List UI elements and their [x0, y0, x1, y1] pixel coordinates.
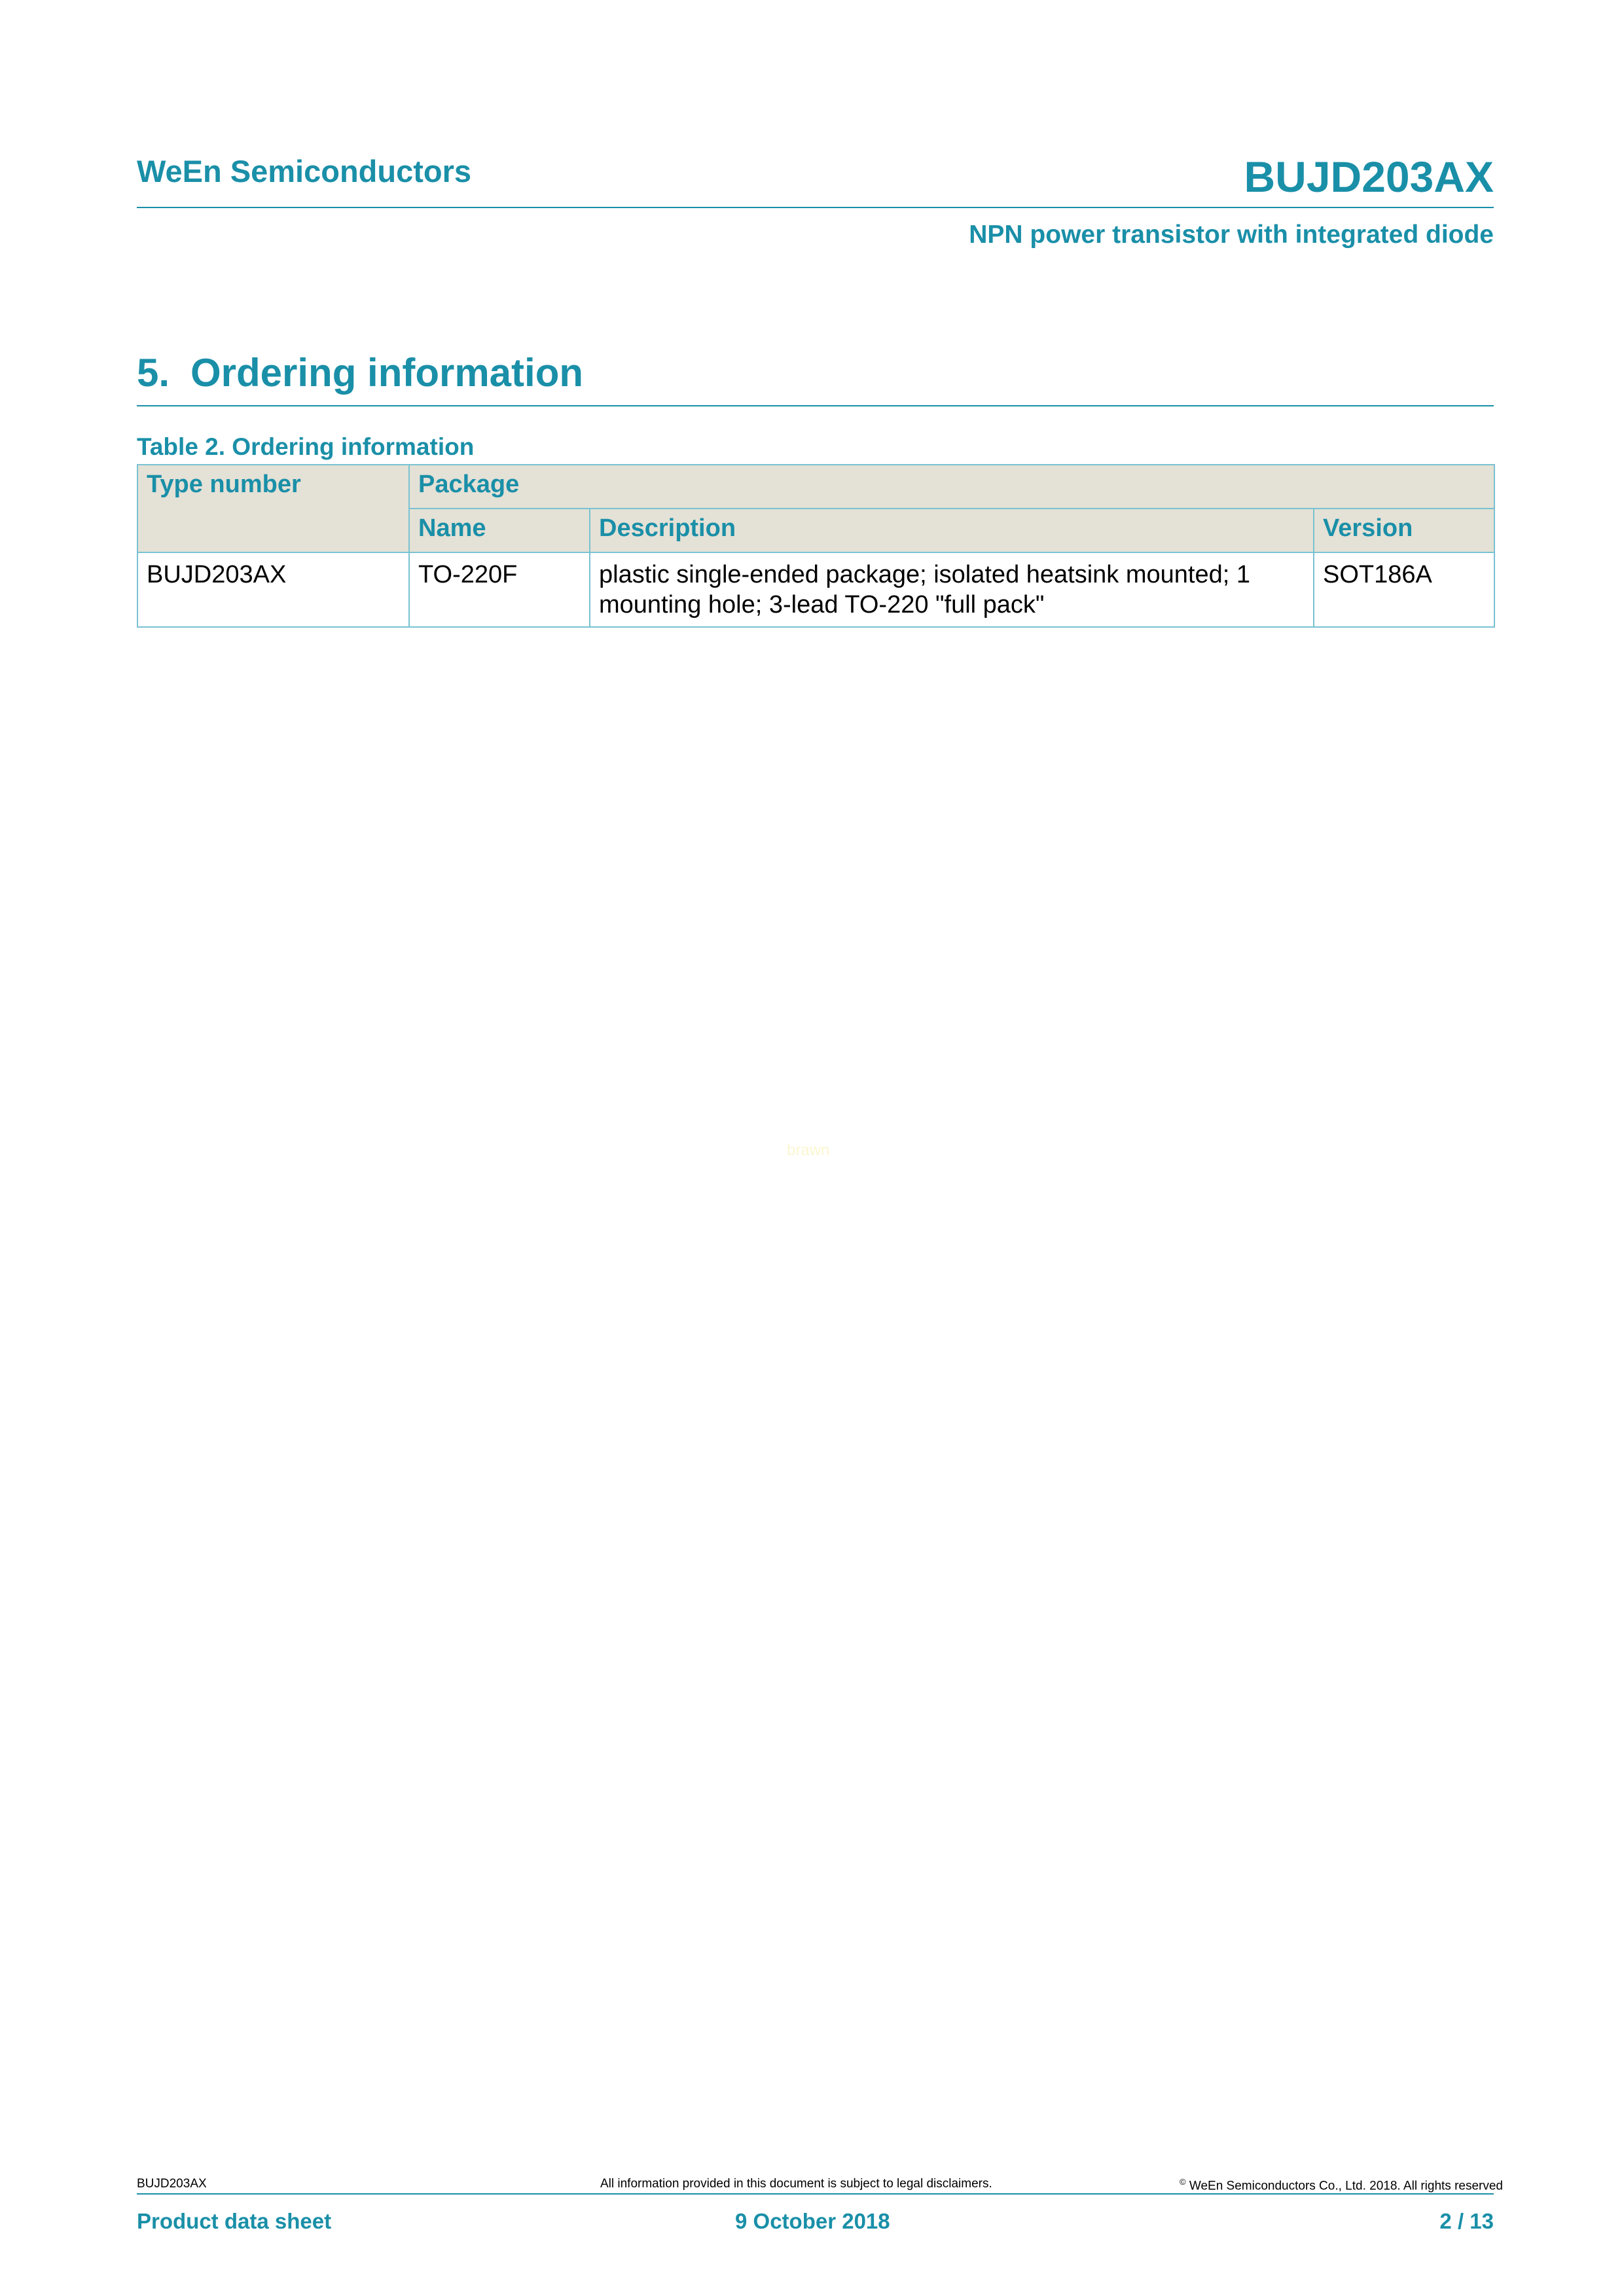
footer-doc-id: BUJD203AX [137, 2177, 207, 2191]
section-heading [137, 350, 583, 395]
cell-type-number: BUJD203AX [137, 552, 409, 627]
header-name: Name [409, 509, 590, 552]
section-divider [137, 405, 1494, 406]
table-caption: Table 2. Ordering information [137, 433, 475, 460]
cell-name: TO-220F [409, 552, 590, 627]
copyright-symbol: © [1180, 2177, 1186, 2187]
header-type-number: Type number [137, 465, 409, 552]
header-version: Version [1314, 509, 1494, 552]
header-package: Package [409, 465, 1494, 509]
copyright-text: WeEn Semiconductors Co., Ltd. 2018. All rights reserved [1189, 2179, 1503, 2193]
table-row [137, 552, 1494, 627]
ordering-table [137, 464, 1495, 628]
section-title: Ordering information [190, 351, 583, 395]
header-divider [137, 207, 1494, 208]
cell-description: plastic single-ended package; isolated heatsink mounted; 1 mounting hole; 3-lead TO-220 "full pack" [590, 552, 1314, 627]
footer-copyright [1180, 2177, 1503, 2193]
footer-date: 9 October 2018 [735, 2209, 890, 2233]
product-code: BUJD203AX [1244, 152, 1494, 201]
product-subtitle: NPN power transistor with integrated diode [969, 221, 1494, 249]
table-header-row [137, 465, 1494, 509]
footer-page-number: 2 / 13 [1439, 2209, 1494, 2233]
header-description: Description [590, 509, 1314, 552]
footer-doc-type: Product data sheet [137, 2209, 332, 2233]
section-number: 5. [137, 351, 170, 395]
footer-disclaimer: All information provided in this document is subject to legal disclaimers. [600, 2177, 992, 2191]
company-name: WeEn Semiconductors [137, 154, 472, 188]
watermark: brawn [787, 1141, 830, 1159]
footer-divider [137, 2193, 1494, 2195]
cell-version: SOT186A [1314, 552, 1494, 627]
